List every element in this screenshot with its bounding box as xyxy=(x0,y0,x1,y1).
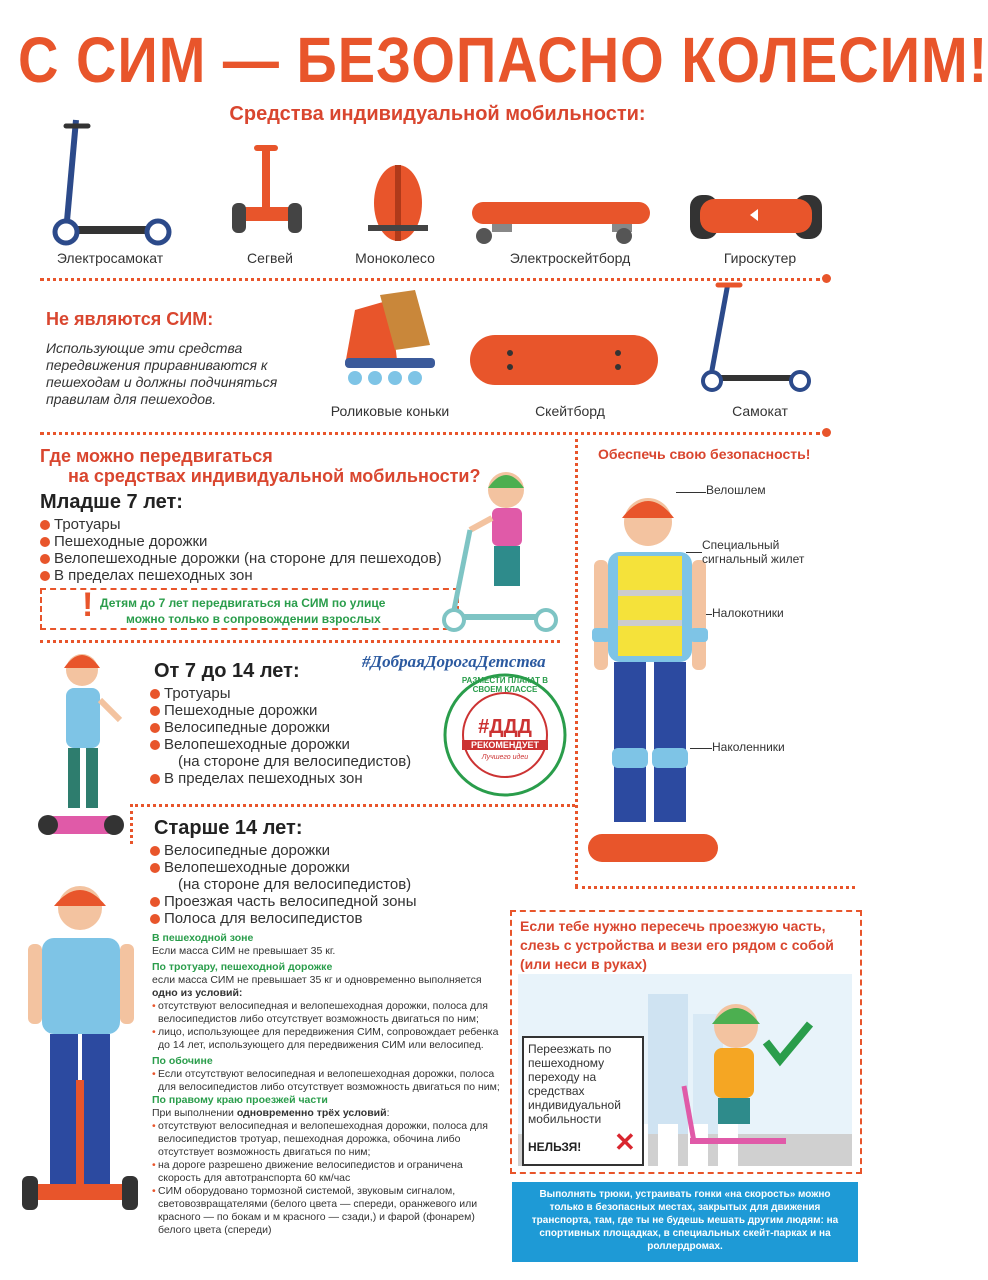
rule-title: По тротуару, пешеходной дорожке xyxy=(152,961,333,973)
under7-warning-line2: можно только в сопровождении взрослых xyxy=(126,612,381,626)
under7-list xyxy=(40,516,480,584)
not-sim-heading: Не являются СИМ: xyxy=(46,309,214,329)
safety-heading: Обеспечь свою безопасность! xyxy=(598,446,811,462)
rule-bullet: • отсутствуют велосипедная и велопешеходная дорожки, полоса для велосипедистов тротуар, пешеходная дорожка, обочина либо отсутствует возможность двигаться по ним; xyxy=(152,1120,507,1159)
stamp-center: #ДДД xyxy=(478,716,532,738)
sim-label-escooter: Электросамокат xyxy=(56,250,164,266)
under7-warning-line1: Детям до 7 лет передвигаться на СИМ по улице xyxy=(100,596,386,610)
rule-text: если масса СИМ не превышает 35 кг и одновременно выполняется одно из условий: xyxy=(152,974,482,999)
list-item: Пешеходные дорожки xyxy=(40,533,480,550)
kick-scooter-icon xyxy=(700,283,820,393)
roller-skates-icon xyxy=(335,290,445,390)
child-on-scooter-icon xyxy=(440,470,570,635)
over14-list xyxy=(150,842,470,927)
sign-bold: НЕЛЬЗЯ! xyxy=(528,1140,582,1154)
child-on-hoverboard-icon xyxy=(42,648,142,848)
list-item: Пешеходные дорожки xyxy=(150,702,450,719)
safety-label-helmet: Велошлем xyxy=(706,483,766,497)
list-item: Велопешеходные дорожки (на стороне для пешеходов) xyxy=(40,550,480,567)
list-item: Полоса для велосипедистов xyxy=(150,910,470,927)
list-item: (на стороне для велосипедистов) xyxy=(178,876,412,893)
electric-scooter-icon xyxy=(48,120,178,250)
age7-14-heading: От 7 до 14 лет: xyxy=(154,660,300,682)
exclamation-icon: ! xyxy=(82,586,94,624)
list-item: В пределах пешеходных зон xyxy=(150,770,450,787)
rule-text: Если масса СИМ не превышает 35 кг. xyxy=(152,945,336,957)
rule-title: По правому краю проезжей части xyxy=(152,1094,328,1106)
poster-title: С СИМ — БЕЗОПАСНО КОЛЕСИМ! xyxy=(18,23,988,96)
rule-bullet: • на дороге разрешено движение велосипедистов и ограничена скорость для автотранспорта 60 км/час xyxy=(152,1159,507,1185)
list-item: (на стороне для велосипедистов) xyxy=(178,753,412,770)
where-heading-line2: на средствах индивидуальной мобильности? xyxy=(68,466,481,486)
sim-devices-row xyxy=(40,115,840,275)
list-item: Велосипедные дорожки xyxy=(150,719,450,736)
not-sim-label-rollers: Роликовые коньки xyxy=(330,403,450,419)
age7-14-list xyxy=(150,685,450,787)
sim-label-monowheel: Моноколесо xyxy=(355,250,435,266)
sim-label-segway: Сегвей xyxy=(247,250,293,266)
monowheel-icon xyxy=(368,163,438,253)
over14-heading: Старше 14 лет: xyxy=(154,817,303,839)
rule-bullet: • СИМ оборудовано тормозной системой, звуковым сигналом, световозвращателями (белого цвета — спереди, оранжевого или красного — по бокам и м красного — сзади,) и фарой (фонарем) белого цвета (спереди) xyxy=(152,1185,507,1237)
rules-block xyxy=(152,932,507,1237)
sim-label-eskateboard: Электроскейтборд xyxy=(509,250,631,266)
cross-icon: ✕ xyxy=(614,1127,636,1157)
not-sim-label-scooter: Самокат xyxy=(732,403,788,419)
teen-with-protection-icon xyxy=(590,480,740,860)
sim-label-gyroscooter: Гироскутер xyxy=(723,250,797,266)
not-sim-text: Использующие эти средства передвижения приравниваются к пешеходам и должны подчиняться правилам для пешеходов. xyxy=(46,340,278,407)
list-item: Тротуары xyxy=(150,685,450,702)
hashtag: #ДобраяДорогаДетства xyxy=(362,652,546,671)
stamp-recommends: РЕКОМЕНДУЕТ xyxy=(462,740,548,750)
rule-bullet: • отсутствуют велосипедная и велопешеходная дорожки, полоса для велосипедистов либо отсутствует возможность двигаться по ним; xyxy=(152,1000,507,1026)
list-item: Проезжая часть велосипедной зоны xyxy=(150,893,470,910)
section-subtitle: Средства индивидуальной мобильности: xyxy=(229,103,646,125)
list-item: В пределах пешеходных зон xyxy=(40,567,480,584)
rule-bullet: • лицо, использующее для передвижения СИМ, сопровождает ребенка до 14 лет, использующего для передвижения СИМ или велосипед. xyxy=(152,1026,507,1052)
bottom-note: Выполнять трюки, устраивать гонки «на скорость» можно только в безопасных местах, закрытых для движения транспорта, там, где ты не будешь мешать другим людям: на спортивных площадках, в специальных скейт-парках и на роллердромах. xyxy=(531,1189,839,1252)
list-item: Тротуары xyxy=(40,516,480,533)
segway-icon xyxy=(230,145,310,255)
teen-on-segway-icon xyxy=(20,880,150,1220)
where-heading-line1: Где можно передвигаться xyxy=(40,446,273,466)
not-sim-label-skateboard: Скейтборд xyxy=(535,403,605,419)
rule-title: По обочине xyxy=(152,1055,213,1067)
safety-label-knee: Наколенники xyxy=(712,740,785,754)
sign-text: Переезжать по пешеходному переходу на средствах индивидуальной мобильности xyxy=(528,1042,621,1126)
rule-text: При выполнении одновременно трёх условий: xyxy=(152,1107,390,1119)
rule-title: В пешеходной зоне xyxy=(152,932,254,944)
crossing-heading: Если тебе нужно пересечь проезжую часть, слезь с устройства и вези его рядом с собой (или неси в руках) xyxy=(520,918,834,972)
stamp-small: Лучшего идеи xyxy=(481,754,529,761)
list-item: Велопешеходные дорожки xyxy=(150,859,470,876)
hoverboard-icon xyxy=(690,193,830,253)
safety-label-elbow: Налокотники xyxy=(712,606,784,620)
skateboard-icon xyxy=(470,335,660,395)
list-item: Велосипедные дорожки xyxy=(150,842,470,859)
list-item: Велопешеходные дорожки xyxy=(150,736,450,753)
under7-heading: Младше 7 лет: xyxy=(40,491,183,513)
rule-bullet: • Если отсутствуют велосипедная и велопешеходная дорожки, полоса для велосипедистов либо отсутствует возможность двигаться по ним; xyxy=(152,1068,507,1094)
stamp-ring-text: РАЗМЕСТИ ПЛАКАТ В СВОЕМ КЛАССЕ xyxy=(461,676,549,694)
safety-label-vest: Специальный сигнальный жилет xyxy=(702,538,805,566)
